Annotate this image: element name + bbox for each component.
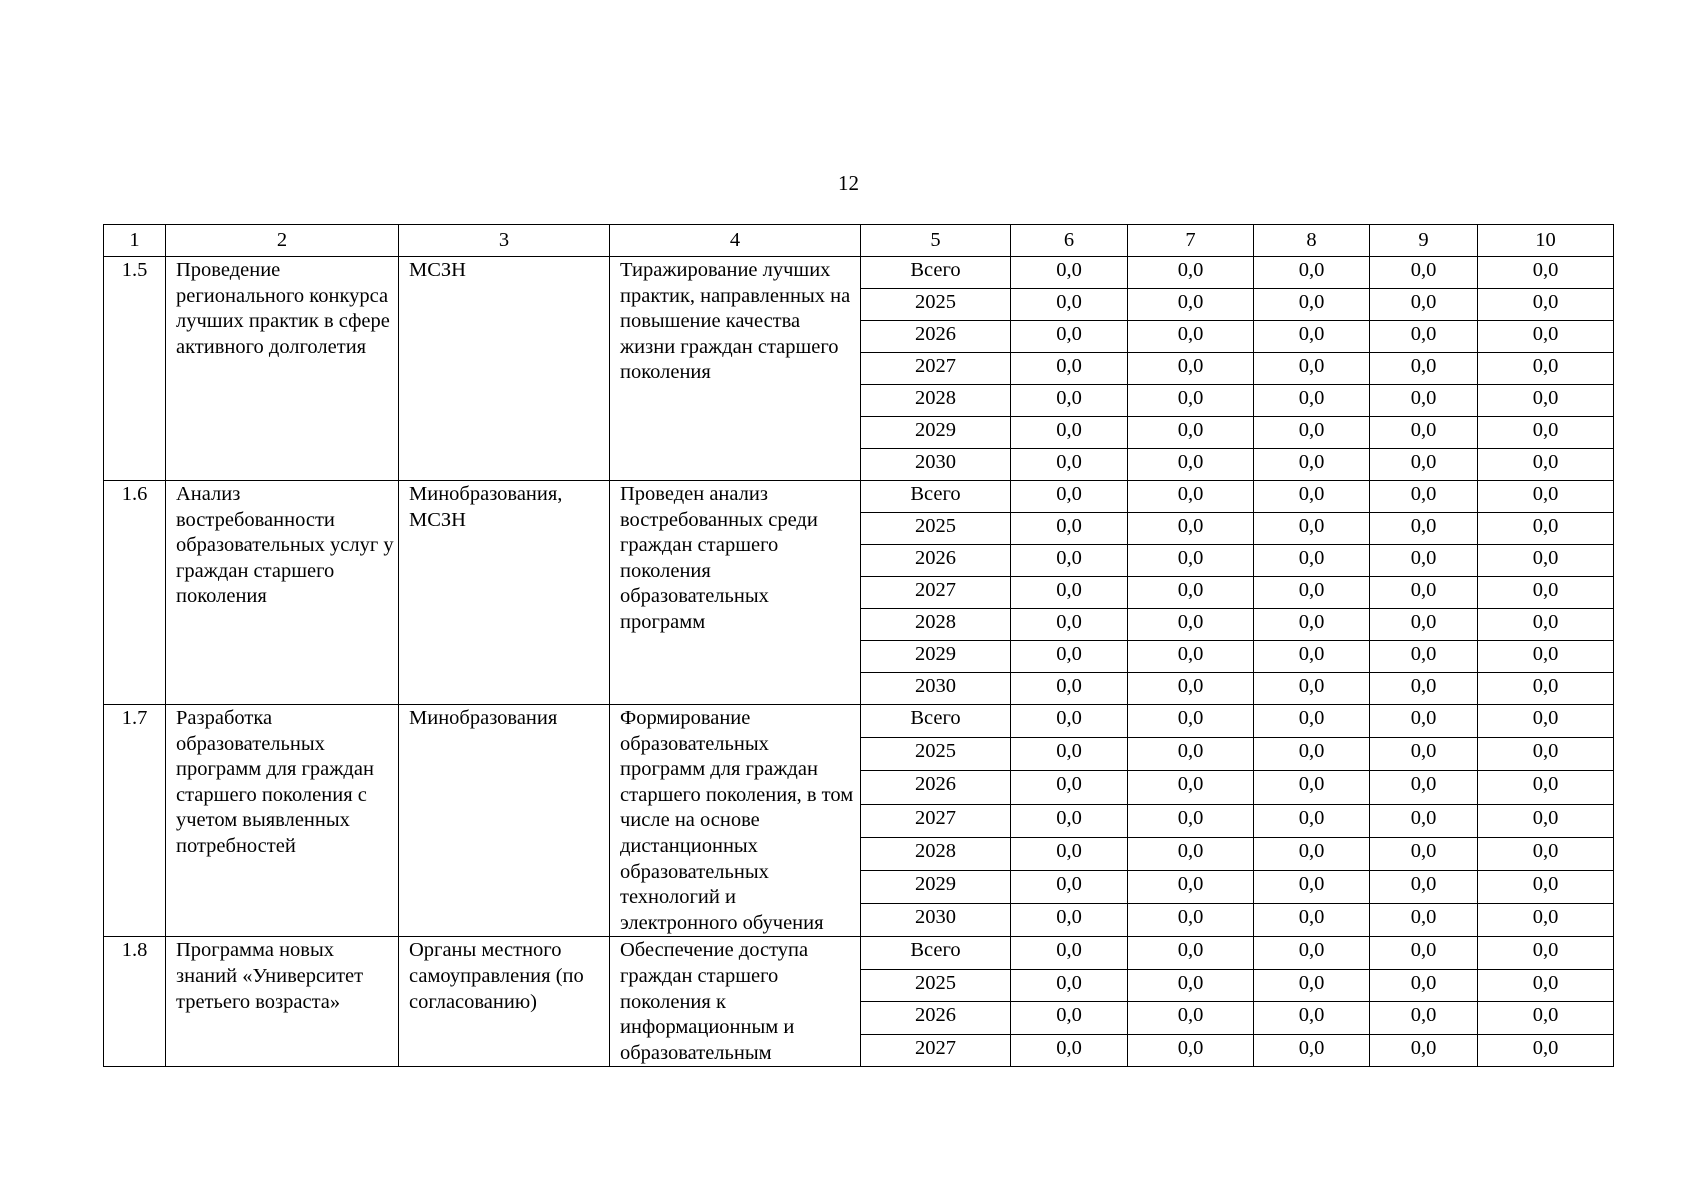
period-cell: 2027: [861, 1034, 1011, 1067]
value-cell: 0,0: [1370, 641, 1478, 673]
activity-executor: Минобразования: [399, 705, 610, 937]
activity-result: Проведен анализ востребованных среди граждан старшего поколения образовательных программ: [610, 481, 861, 705]
activity-index: 1.5: [104, 257, 166, 481]
value-cell: 0,0: [1254, 1034, 1370, 1067]
table-row: [104, 481, 1614, 513]
value-cell: 0,0: [1370, 545, 1478, 577]
period-cell: 2030: [861, 449, 1011, 481]
table-row: [104, 705, 1614, 738]
value-cell: 0,0: [1478, 257, 1614, 289]
value-cell: 0,0: [1370, 771, 1478, 804]
value-cell: 0,0: [1128, 513, 1254, 545]
value-cell: 0,0: [1478, 321, 1614, 353]
value-cell: 0,0: [1478, 385, 1614, 417]
value-cell: 0,0: [1478, 641, 1614, 673]
period-cell: Всего: [861, 937, 1011, 969]
period-cell: 2025: [861, 289, 1011, 321]
activity-executor: Органы местного самоуправления (по согласованию): [399, 937, 610, 1067]
period-cell: Всего: [861, 481, 1011, 513]
value-cell: 0,0: [1478, 577, 1614, 609]
col-header: 6: [1011, 225, 1128, 257]
value-cell: 0,0: [1254, 771, 1370, 804]
col-header: 8: [1254, 225, 1370, 257]
value-cell: 0,0: [1128, 641, 1254, 673]
value-cell: 0,0: [1011, 705, 1128, 738]
value-cell: 0,0: [1254, 449, 1370, 481]
activity-result: Тиражирование лучших практик, направленных на повышение качества жизни граждан старшего поколения: [610, 257, 861, 481]
value-cell: 0,0: [1011, 937, 1128, 969]
col-header: 2: [166, 225, 399, 257]
value-cell: 0,0: [1254, 385, 1370, 417]
period-cell: 2029: [861, 417, 1011, 449]
value-cell: 0,0: [1370, 577, 1478, 609]
col-header: 7: [1128, 225, 1254, 257]
header-row: [104, 225, 1614, 257]
value-cell: 0,0: [1370, 705, 1478, 738]
value-cell: 0,0: [1478, 738, 1614, 771]
period-cell: Всего: [861, 257, 1011, 289]
value-cell: 0,0: [1370, 513, 1478, 545]
value-cell: 0,0: [1478, 449, 1614, 481]
value-cell: 0,0: [1011, 513, 1128, 545]
value-cell: 0,0: [1254, 738, 1370, 771]
value-cell: 0,0: [1128, 385, 1254, 417]
activity-name: Анализ востребованности образовательных услуг у граждан старшего поколения: [166, 481, 399, 705]
program-table: [103, 224, 1614, 1067]
value-cell: 0,0: [1128, 969, 1254, 1001]
value-cell: 0,0: [1128, 771, 1254, 804]
value-cell: 0,0: [1011, 353, 1128, 385]
value-cell: 0,0: [1011, 481, 1128, 513]
activity-result: Обеспечение доступа граждан старшего поколения к информационным и образовательным: [610, 937, 861, 1067]
col-header: 4: [610, 225, 861, 257]
value-cell: 0,0: [1370, 969, 1478, 1001]
value-cell: 0,0: [1128, 545, 1254, 577]
period-cell: 2027: [861, 804, 1011, 837]
period-cell: Всего: [861, 705, 1011, 738]
activity-name: Разработка образовательных программ для граждан старшего поколения с учетом выявленных потребностей: [166, 705, 399, 937]
period-cell: 2026: [861, 1002, 1011, 1034]
value-cell: 0,0: [1478, 513, 1614, 545]
col-header: 10: [1478, 225, 1614, 257]
activity-index: 1.6: [104, 481, 166, 705]
value-cell: 0,0: [1478, 1002, 1614, 1034]
value-cell: 0,0: [1128, 1034, 1254, 1067]
value-cell: 0,0: [1254, 705, 1370, 738]
value-cell: 0,0: [1370, 289, 1478, 321]
value-cell: 0,0: [1128, 937, 1254, 969]
period-cell: 2026: [861, 771, 1011, 804]
activity-executor: Минобразования, МСЗН: [399, 481, 610, 705]
page-number: 12: [838, 171, 859, 195]
value-cell: 0,0: [1254, 513, 1370, 545]
value-cell: 0,0: [1011, 837, 1128, 870]
value-cell: 0,0: [1254, 673, 1370, 705]
value-cell: 0,0: [1011, 289, 1128, 321]
value-cell: 0,0: [1011, 417, 1128, 449]
period-cell: 2028: [861, 385, 1011, 417]
value-cell: 0,0: [1128, 705, 1254, 738]
value-cell: 0,0: [1128, 1002, 1254, 1034]
period-cell: 2026: [861, 545, 1011, 577]
value-cell: 0,0: [1478, 804, 1614, 837]
activity-executor: МСЗН: [399, 257, 610, 481]
value-cell: 0,0: [1011, 771, 1128, 804]
value-cell: 0,0: [1128, 609, 1254, 641]
value-cell: 0,0: [1254, 353, 1370, 385]
value-cell: 0,0: [1478, 870, 1614, 903]
value-cell: 0,0: [1254, 904, 1370, 937]
value-cell: 0,0: [1478, 609, 1614, 641]
period-cell: 2027: [861, 577, 1011, 609]
value-cell: 0,0: [1370, 353, 1478, 385]
value-cell: 0,0: [1370, 417, 1478, 449]
value-cell: 0,0: [1128, 321, 1254, 353]
value-cell: 0,0: [1478, 289, 1614, 321]
value-cell: 0,0: [1011, 1034, 1128, 1067]
table-row: [104, 937, 1614, 969]
value-cell: 0,0: [1011, 738, 1128, 771]
value-cell: 0,0: [1370, 937, 1478, 969]
value-cell: 0,0: [1370, 1002, 1478, 1034]
period-cell: 2030: [861, 904, 1011, 937]
period-cell: 2025: [861, 738, 1011, 771]
col-header: 9: [1370, 225, 1478, 257]
value-cell: 0,0: [1011, 673, 1128, 705]
value-cell: 0,0: [1128, 904, 1254, 937]
value-cell: 0,0: [1128, 738, 1254, 771]
value-cell: 0,0: [1254, 257, 1370, 289]
activity-index: 1.7: [104, 705, 166, 937]
value-cell: 0,0: [1011, 449, 1128, 481]
value-cell: 0,0: [1254, 1002, 1370, 1034]
value-cell: 0,0: [1011, 545, 1128, 577]
value-cell: 0,0: [1478, 1034, 1614, 1067]
value-cell: 0,0: [1254, 837, 1370, 870]
col-header: 3: [399, 225, 610, 257]
value-cell: 0,0: [1254, 641, 1370, 673]
activity-result: Формирование образовательных программ для граждан старшего поколения, в том числе на основе дистанционных образовательных технологий и электронного обучения: [610, 705, 861, 937]
activity-index: 1.8: [104, 937, 166, 1067]
table-body: [104, 257, 1614, 1067]
value-cell: 0,0: [1254, 545, 1370, 577]
period-cell: 2028: [861, 609, 1011, 641]
value-cell: 0,0: [1370, 837, 1478, 870]
value-cell: 0,0: [1128, 257, 1254, 289]
value-cell: 0,0: [1254, 870, 1370, 903]
col-header: 1: [104, 225, 166, 257]
value-cell: 0,0: [1370, 481, 1478, 513]
value-cell: 0,0: [1128, 289, 1254, 321]
period-cell: 2028: [861, 837, 1011, 870]
value-cell: 0,0: [1478, 837, 1614, 870]
value-cell: 0,0: [1370, 870, 1478, 903]
value-cell: 0,0: [1011, 577, 1128, 609]
value-cell: 0,0: [1254, 969, 1370, 1001]
value-cell: 0,0: [1254, 481, 1370, 513]
value-cell: 0,0: [1128, 804, 1254, 837]
value-cell: 0,0: [1011, 385, 1128, 417]
value-cell: 0,0: [1370, 673, 1478, 705]
value-cell: 0,0: [1128, 353, 1254, 385]
period-cell: 2025: [861, 969, 1011, 1001]
value-cell: 0,0: [1478, 417, 1614, 449]
value-cell: 0,0: [1370, 321, 1478, 353]
value-cell: 0,0: [1011, 1002, 1128, 1034]
value-cell: 0,0: [1370, 738, 1478, 771]
value-cell: 0,0: [1370, 385, 1478, 417]
period-cell: 2029: [861, 870, 1011, 903]
value-cell: 0,0: [1478, 969, 1614, 1001]
value-cell: 0,0: [1478, 937, 1614, 969]
value-cell: 0,0: [1478, 481, 1614, 513]
value-cell: 0,0: [1370, 257, 1478, 289]
value-cell: 0,0: [1128, 449, 1254, 481]
value-cell: 0,0: [1370, 804, 1478, 837]
value-cell: 0,0: [1254, 321, 1370, 353]
value-cell: 0,0: [1011, 804, 1128, 837]
value-cell: 0,0: [1128, 481, 1254, 513]
activity-name: Проведение регионального конкурса лучших практик в сфере активного долголетия: [166, 257, 399, 481]
value-cell: 0,0: [1478, 771, 1614, 804]
value-cell: 0,0: [1011, 870, 1128, 903]
value-cell: 0,0: [1478, 545, 1614, 577]
value-cell: 0,0: [1254, 417, 1370, 449]
value-cell: 0,0: [1254, 937, 1370, 969]
value-cell: 0,0: [1011, 969, 1128, 1001]
value-cell: 0,0: [1128, 673, 1254, 705]
table-row: [104, 257, 1614, 289]
activity-name: Программа новых знаний «Университет третьего возраста»: [166, 937, 399, 1067]
period-cell: 2029: [861, 641, 1011, 673]
period-cell: 2025: [861, 513, 1011, 545]
value-cell: 0,0: [1011, 321, 1128, 353]
col-header: 5: [861, 225, 1011, 257]
value-cell: 0,0: [1128, 417, 1254, 449]
value-cell: 0,0: [1128, 837, 1254, 870]
value-cell: 0,0: [1011, 641, 1128, 673]
value-cell: 0,0: [1370, 904, 1478, 937]
value-cell: 0,0: [1128, 577, 1254, 609]
value-cell: 0,0: [1370, 449, 1478, 481]
value-cell: 0,0: [1478, 904, 1614, 937]
value-cell: 0,0: [1128, 870, 1254, 903]
value-cell: 0,0: [1254, 289, 1370, 321]
value-cell: 0,0: [1478, 705, 1614, 738]
period-cell: 2027: [861, 353, 1011, 385]
value-cell: 0,0: [1254, 804, 1370, 837]
value-cell: 0,0: [1478, 353, 1614, 385]
value-cell: 0,0: [1254, 577, 1370, 609]
value-cell: 0,0: [1370, 1034, 1478, 1067]
period-cell: 2026: [861, 321, 1011, 353]
value-cell: 0,0: [1478, 673, 1614, 705]
period-cell: 2030: [861, 673, 1011, 705]
value-cell: 0,0: [1011, 609, 1128, 641]
value-cell: 0,0: [1011, 904, 1128, 937]
value-cell: 0,0: [1254, 609, 1370, 641]
value-cell: 0,0: [1011, 257, 1128, 289]
value-cell: 0,0: [1370, 609, 1478, 641]
